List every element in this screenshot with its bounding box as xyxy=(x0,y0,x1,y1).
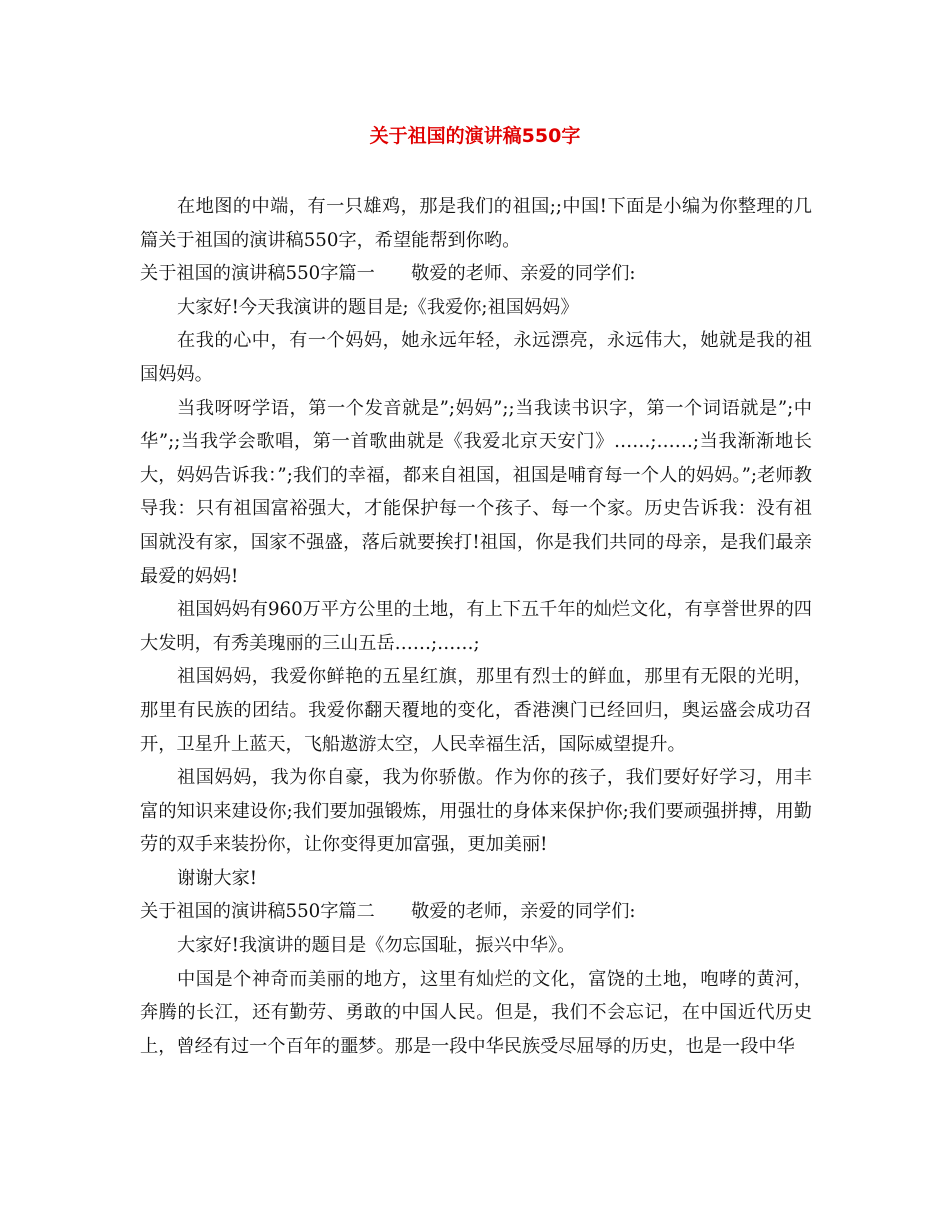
paragraph-intro: 在地图的中端，有一只雄鸡，那是我们的祖国;;中国!下面是小编为你整理的几篇关于祖国的演讲稿550字，希望能帮到你哟。 xyxy=(140,196,812,251)
paragraph: 中国是个神奇而美丽的地方，这里有灿烂的文化，富饶的土地，咆哮的黄河，奔腾的长江，还有勤劳、勇敢的中国人民。但是，我们不会忘记，在中国近代历史上，曾经有过一个百年的噩梦。那是一段中华民族受尽屈辱的历史，也是一段中华 xyxy=(140,968,812,1057)
paragraph: 当我呀呀学语，第一个发音就是”;妈妈”;;当我读书识字，第一个词语就是”;中华”;;当我学会歌唱，第一首歌曲就是《我爱北京天安门》……;……;当我渐渐地长大，妈妈告诉我：”;我们的幸福，都来自祖国，祖国是哺育每一个人的妈妈。”;老师教导我：只有祖国富裕强大，才能保护每一个孩子、每一个家。历史告诉我：没有祖国就没有家，国家不强盛，落后就要挨打!祖国，你是我们共同的母亲，是我们最亲最爱的妈妈! xyxy=(140,397,812,587)
paragraph: 在我的心中，有一个妈妈，她永远年轻，永远漂亮，永远伟大，她就是我的祖国妈妈。 xyxy=(140,330,812,385)
paragraph: 谢谢大家! xyxy=(177,867,258,889)
section-heading-two: 关于祖国的演讲稿550字篇二 敬爱的老师，亲爱的同学们: xyxy=(140,901,636,923)
document-title: 关于祖国的演讲稿550字 xyxy=(369,125,581,147)
paragraph: 祖国妈妈，我为你自豪，我为你骄傲。作为你的孩子，我们要好好学习，用丰富的知识来建设你;我们要加强锻炼，用强壮的身体来保护你;我们要顽强拼搏，用勤劳的双手来装扮你，让你变得更加富强，更加美丽! xyxy=(140,767,812,856)
document-body xyxy=(140,190,812,1063)
paragraph: 祖国妈妈有960万平方公里的土地，有上下五千年的灿烂文化，有享誉世界的四大发明，有秀美瑰丽的三山五岳……;……; xyxy=(140,599,812,654)
paragraph: 祖国妈妈，我爱你鲜艳的五星红旗，那里有烈士的鲜血，那里有无限的光明，那里有民族的团结。我爱你翻天覆地的变化，香港澳门已经回归，奥运盛会成功召开，卫星升上蓝天，飞船遨游太空，人民幸福生活，国际威望提升。 xyxy=(140,666,812,755)
paragraph: 大家好!我演讲的题目是《勿忘国耻，振兴中华》。 xyxy=(177,935,576,957)
section-heading-one: 关于祖国的演讲稿550字篇一 敬爱的老师、亲爱的同学们: xyxy=(140,263,636,285)
paragraph: 大家好!今天我演讲的题目是;《我爱你;祖国妈妈》 xyxy=(177,296,579,318)
